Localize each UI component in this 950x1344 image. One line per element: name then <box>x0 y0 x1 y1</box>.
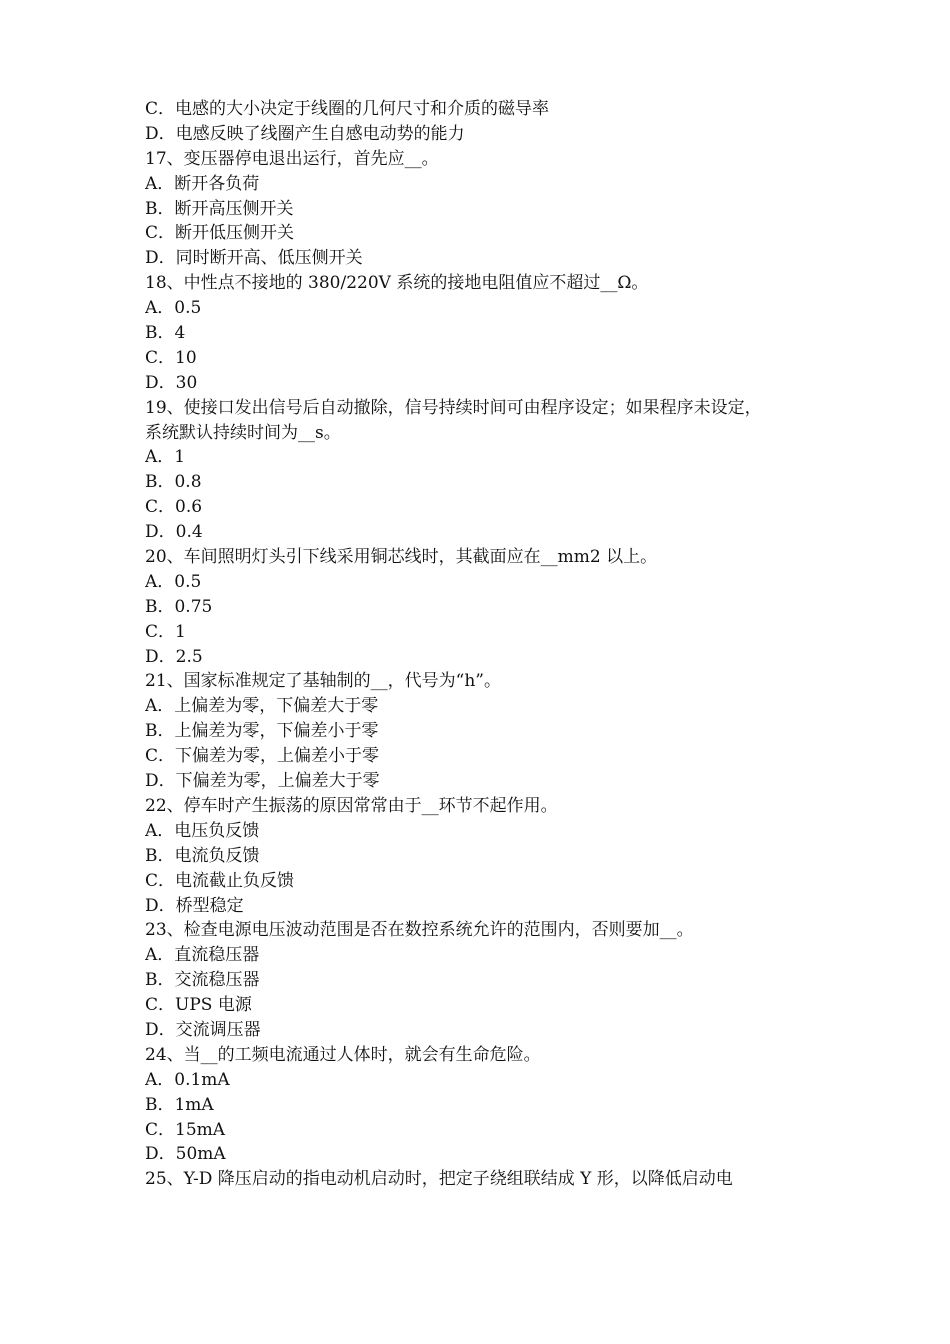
option-line: C．UPS 电源 <box>145 995 252 1016</box>
option-line: D．交流调压器 <box>145 1019 261 1040</box>
option-line: B．电流负反馈 <box>145 845 260 866</box>
option-line: B．0.75 <box>145 596 213 617</box>
option-line: B．0.8 <box>145 472 202 493</box>
option-line: C．下偏差为零，上偏差小于零 <box>145 746 380 767</box>
option-line: A．1 <box>145 447 186 468</box>
question-19-continued: 系统默认持续时间为__s。 <box>145 422 341 443</box>
option-line: D．30 <box>145 372 198 393</box>
option-line: D．50mA <box>145 1144 226 1165</box>
option-line: B．1mA <box>145 1094 214 1115</box>
question-23: 23、检查电源电压波动范围是否在数控系统允许的范围内，否则要加__。 <box>145 920 694 941</box>
option-line: C．10 <box>145 347 197 368</box>
option-line: C．1 <box>145 621 186 642</box>
text-line: D．电感反映了线圈产生自感电动势的能力 <box>145 123 465 144</box>
option-line: C．0.6 <box>145 497 203 518</box>
question-17: 17、变压器停电退出运行，首先应__。 <box>145 148 439 169</box>
option-line: A．0.5 <box>145 298 202 319</box>
option-line: A．断开各负荷 <box>145 173 260 194</box>
question-24: 24、当__的工频电流通过人体时，就会有生命危险。 <box>145 1044 541 1065</box>
option-line: A．上偏差为零，下偏差大于零 <box>145 696 379 717</box>
question-25: 25、Y-D 降压启动的指电动机启动时，把定子绕组联结成 Y 形，以降低启动电 <box>145 1169 733 1190</box>
question-20: 20、车间照明灯头引下线采用铜芯线时，其截面应在__mm2 以上。 <box>145 547 658 568</box>
option-line: A．直流稳压器 <box>145 945 260 966</box>
option-line: D．同时断开高、低压侧开关 <box>145 248 363 269</box>
question-19: 19、使接口发出信号后自动撤除，信号持续时间可由程序设定；如果程序未设定， <box>145 397 762 418</box>
option-line: A．0.5 <box>145 571 202 592</box>
option-line: C．断开低压侧开关 <box>145 223 295 244</box>
option-line: D．桥型稳定 <box>145 895 244 916</box>
question-18: 18、中性点不接地的 380/220V 系统的接地电阻值应不超过__Ω。 <box>145 273 649 294</box>
option-line: C．15mA <box>145 1119 226 1140</box>
option-line: D．0.4 <box>145 522 203 543</box>
option-line: B．4 <box>145 323 186 344</box>
text-line: C．电感的大小决定于线圈的几何尺寸和介质的磁导率 <box>145 99 550 119</box>
option-line: B．上偏差为零，下偏差小于零 <box>145 721 379 742</box>
question-22: 22、停车时产生振荡的原因常常由于__环节不起作用。 <box>145 795 558 816</box>
option-line: B．交流稳压器 <box>145 970 260 991</box>
option-line: A．电压负反馈 <box>145 820 260 841</box>
question-21: 21、国家标准规定了基轴制的__，代号为“h”。 <box>145 671 501 692</box>
option-line: B．断开高压侧开关 <box>145 198 294 219</box>
option-line: A．0.1mA <box>145 1069 230 1090</box>
option-line: D．2.5 <box>145 646 203 667</box>
option-line: C．电流截止负反馈 <box>145 870 295 891</box>
option-line: D．下偏差为零，上偏差大于零 <box>145 771 380 792</box>
